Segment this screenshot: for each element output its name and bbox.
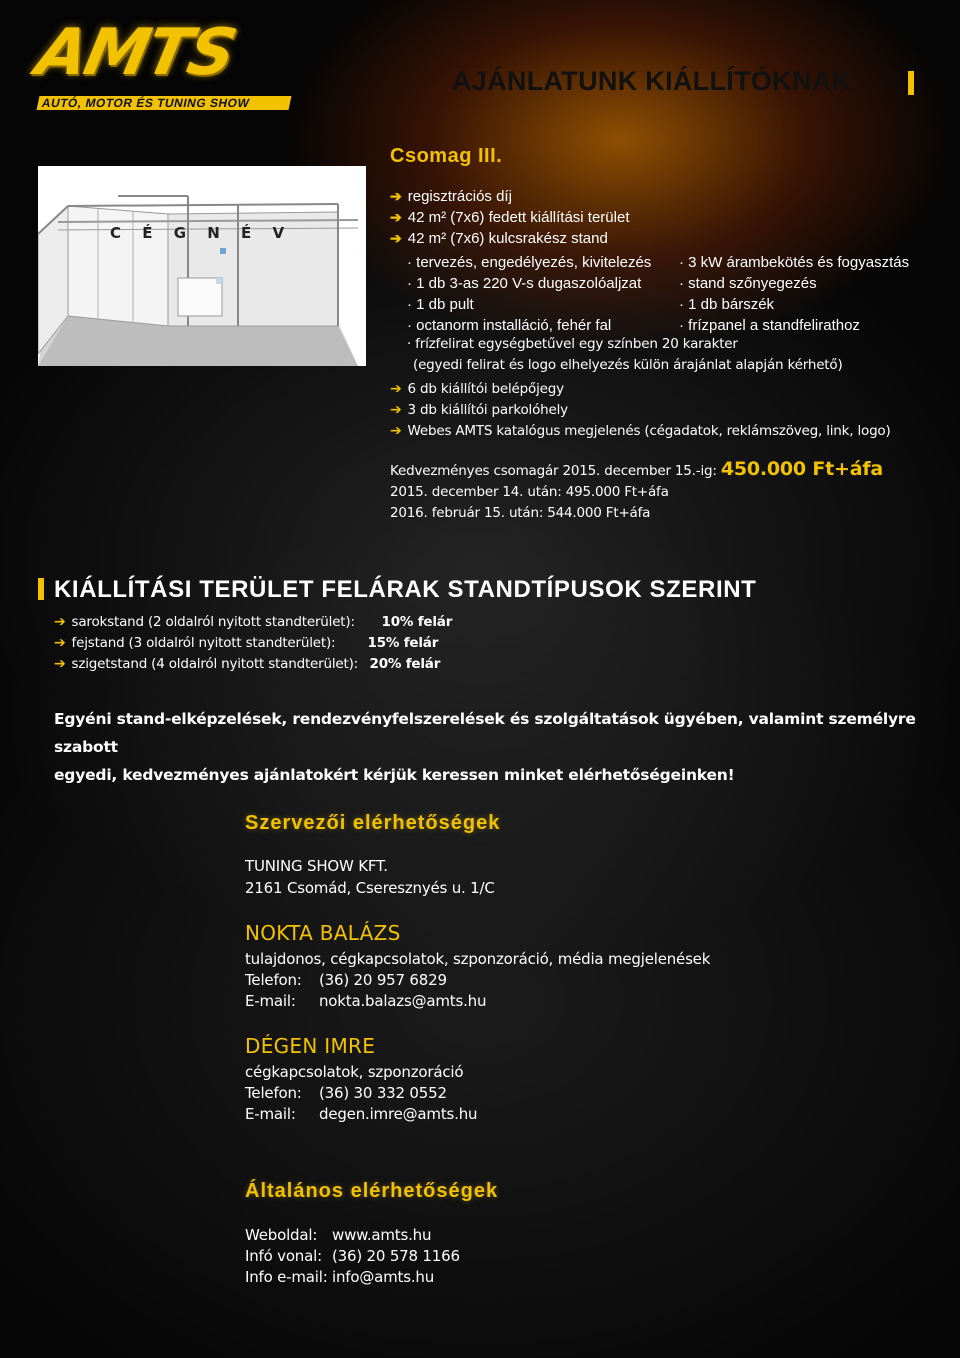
amts-logo xyxy=(30,16,294,110)
note-line: (egyedi felirat és logo elhelyezés külön árajánlat alapján kérhető) xyxy=(413,357,843,373)
contact-person: NOKTA BALÁZS tulajdonos, cégkapcsolatok, szponzoráció, média megjelenések Telefon: (36) 20 957 6829 E-mail: nokta.balazs@amts.hu xyxy=(245,921,885,1012)
arrow-icon: ➔ xyxy=(390,209,402,225)
arrow-icon: ➔ xyxy=(390,402,402,418)
arrow-icon: ➔ xyxy=(54,635,66,651)
list-item: ➔ regisztrációs díj xyxy=(390,188,512,205)
phone-number[interactable]: (36) 30 332 0552 xyxy=(319,1084,447,1102)
arrow-icon: ➔ xyxy=(54,614,66,630)
organizers-heading: Szervezői elérhetőségek xyxy=(245,812,501,834)
person-role: tulajdonos, cégkapcsolatok, szponzoráció, média megjelenések xyxy=(245,950,711,968)
detail-item: · 1 db pult xyxy=(407,296,474,313)
company-address: 2161 Csomád, Cseresznyés u. 1/C xyxy=(245,879,495,897)
stand-fascia-text: C É G N É V xyxy=(110,224,293,242)
price-label: Kedvezményes csomagár 2015. december 15.-ig: xyxy=(390,463,717,479)
list-item: ➔ 42 m² (7x6) kulcsrakész stand xyxy=(390,230,608,247)
surcharge-list xyxy=(54,612,654,675)
list-item: ➔ 6 db kiállítói belépőjegy xyxy=(390,381,564,397)
title-accent-bar xyxy=(908,71,914,95)
detail-item: · stand szőnyegezés xyxy=(679,275,817,292)
detail-item: · frízpanel a standfelirathoz xyxy=(679,317,860,334)
company-name: TUNING SHOW KFT. xyxy=(245,857,388,875)
detail-item: · 1 db bárszék xyxy=(679,296,775,313)
list-item: ➔ 3 db kiállítói parkolóhely xyxy=(390,402,568,418)
person-name: DÉGEN IMRE xyxy=(245,1034,376,1058)
detail-item: · octanorm installáció, fehér fal xyxy=(407,317,612,334)
arrow-icon: ➔ xyxy=(390,188,402,204)
list-item: ➔ Webes AMTS katalógus megjelenés (cégadatok, reklámszöveg, link, logo) xyxy=(390,423,891,439)
detail-item: · tervezés, engedélyezés, kivitelezés xyxy=(407,254,652,271)
price-block xyxy=(390,459,950,524)
note-line: · frízfelirat egységbetűvel egy színben 20 karakter xyxy=(407,336,738,352)
phone-number[interactable]: (36) 20 578 1166 xyxy=(332,1247,460,1265)
email-link[interactable]: info@amts.hu xyxy=(332,1268,435,1286)
stand-illustration xyxy=(38,166,366,366)
detail-item: · 1 db 3-as 220 V-s dugaszolóaljzat xyxy=(407,275,642,292)
logo-word: AMTS xyxy=(30,16,241,90)
arrow-icon: ➔ xyxy=(390,230,402,246)
logo-subtitle: AUTÓ, MOTOR ÉS TUNING SHOW xyxy=(37,96,292,110)
section-accent-bar xyxy=(38,578,44,600)
general-contacts-heading: Általános elérhetőségek xyxy=(245,1180,499,1202)
list-item: ➔ szigetstand (4 oldalról nyitott standterület): 20% felár xyxy=(54,656,441,672)
contact-person: DÉGEN IMRE cégkapcsolatok, szponzoráció Telefon: (36) 30 332 0552 E-mail: degen.imre@amts.hu xyxy=(245,1034,885,1125)
company-block xyxy=(245,855,495,899)
arrow-icon: ➔ xyxy=(54,656,66,672)
email-link[interactable]: nokta.balazs@amts.hu xyxy=(319,992,487,1010)
general-contacts: Weboldal: www.amts.hu Infó vonal: (36) 20 578 1166 Info e-mail: info@amts.hu xyxy=(245,1226,460,1286)
price-line: 2015. december 14. után: 495.000 Ft+áfa xyxy=(390,484,669,500)
arrow-icon: ➔ xyxy=(390,381,402,397)
price-value: 450.000 Ft+áfa xyxy=(720,458,884,480)
package-extras xyxy=(390,379,950,442)
list-item: ➔ fejstand (3 oldalról nyitott standterület): 15% felár xyxy=(54,635,439,651)
stand-drawing xyxy=(38,166,366,366)
list-item: ➔ sarokstand (2 oldalról nyitott standterület): 10% felár xyxy=(54,614,453,630)
custom-offer-statement: Egyéni stand-elképzelések, rendezvényfelszerelések és szolgáltatások ügyében, valamint személyre szabott egyedi, kedvezményes ajánlatokért kérjük keressen minket elérhetőségeinken! xyxy=(54,710,916,784)
website-link[interactable]: www.amts.hu xyxy=(332,1226,432,1244)
package-title: Csomag III. xyxy=(390,145,503,167)
person-name: NOKTA BALÁZS xyxy=(245,921,401,945)
surcharge-heading: KIÁLLÍTÁSI TERÜLET FELÁRAK STANDTÍPUSOK SZERINT xyxy=(54,576,757,603)
page-title: AJÁNLATUNK KIÁLLÍTÓKNAK xyxy=(452,66,852,96)
email-link[interactable]: degen.imre@amts.hu xyxy=(319,1105,478,1123)
fascia-note xyxy=(407,334,947,376)
package-features xyxy=(390,186,950,249)
price-main xyxy=(390,459,950,482)
list-item: ➔ 42 m² (7x6) fedett kiállítási terület xyxy=(390,209,630,226)
arrow-icon: ➔ xyxy=(390,423,402,439)
person-role: cégkapcsolatok, szponzoráció xyxy=(245,1063,464,1081)
detail-item: · 3 kW árambekötés és fogyasztás xyxy=(679,254,910,271)
price-line: 2016. február 15. után: 544.000 Ft+áfa xyxy=(390,505,651,521)
phone-number[interactable]: (36) 20 957 6829 xyxy=(319,971,447,989)
